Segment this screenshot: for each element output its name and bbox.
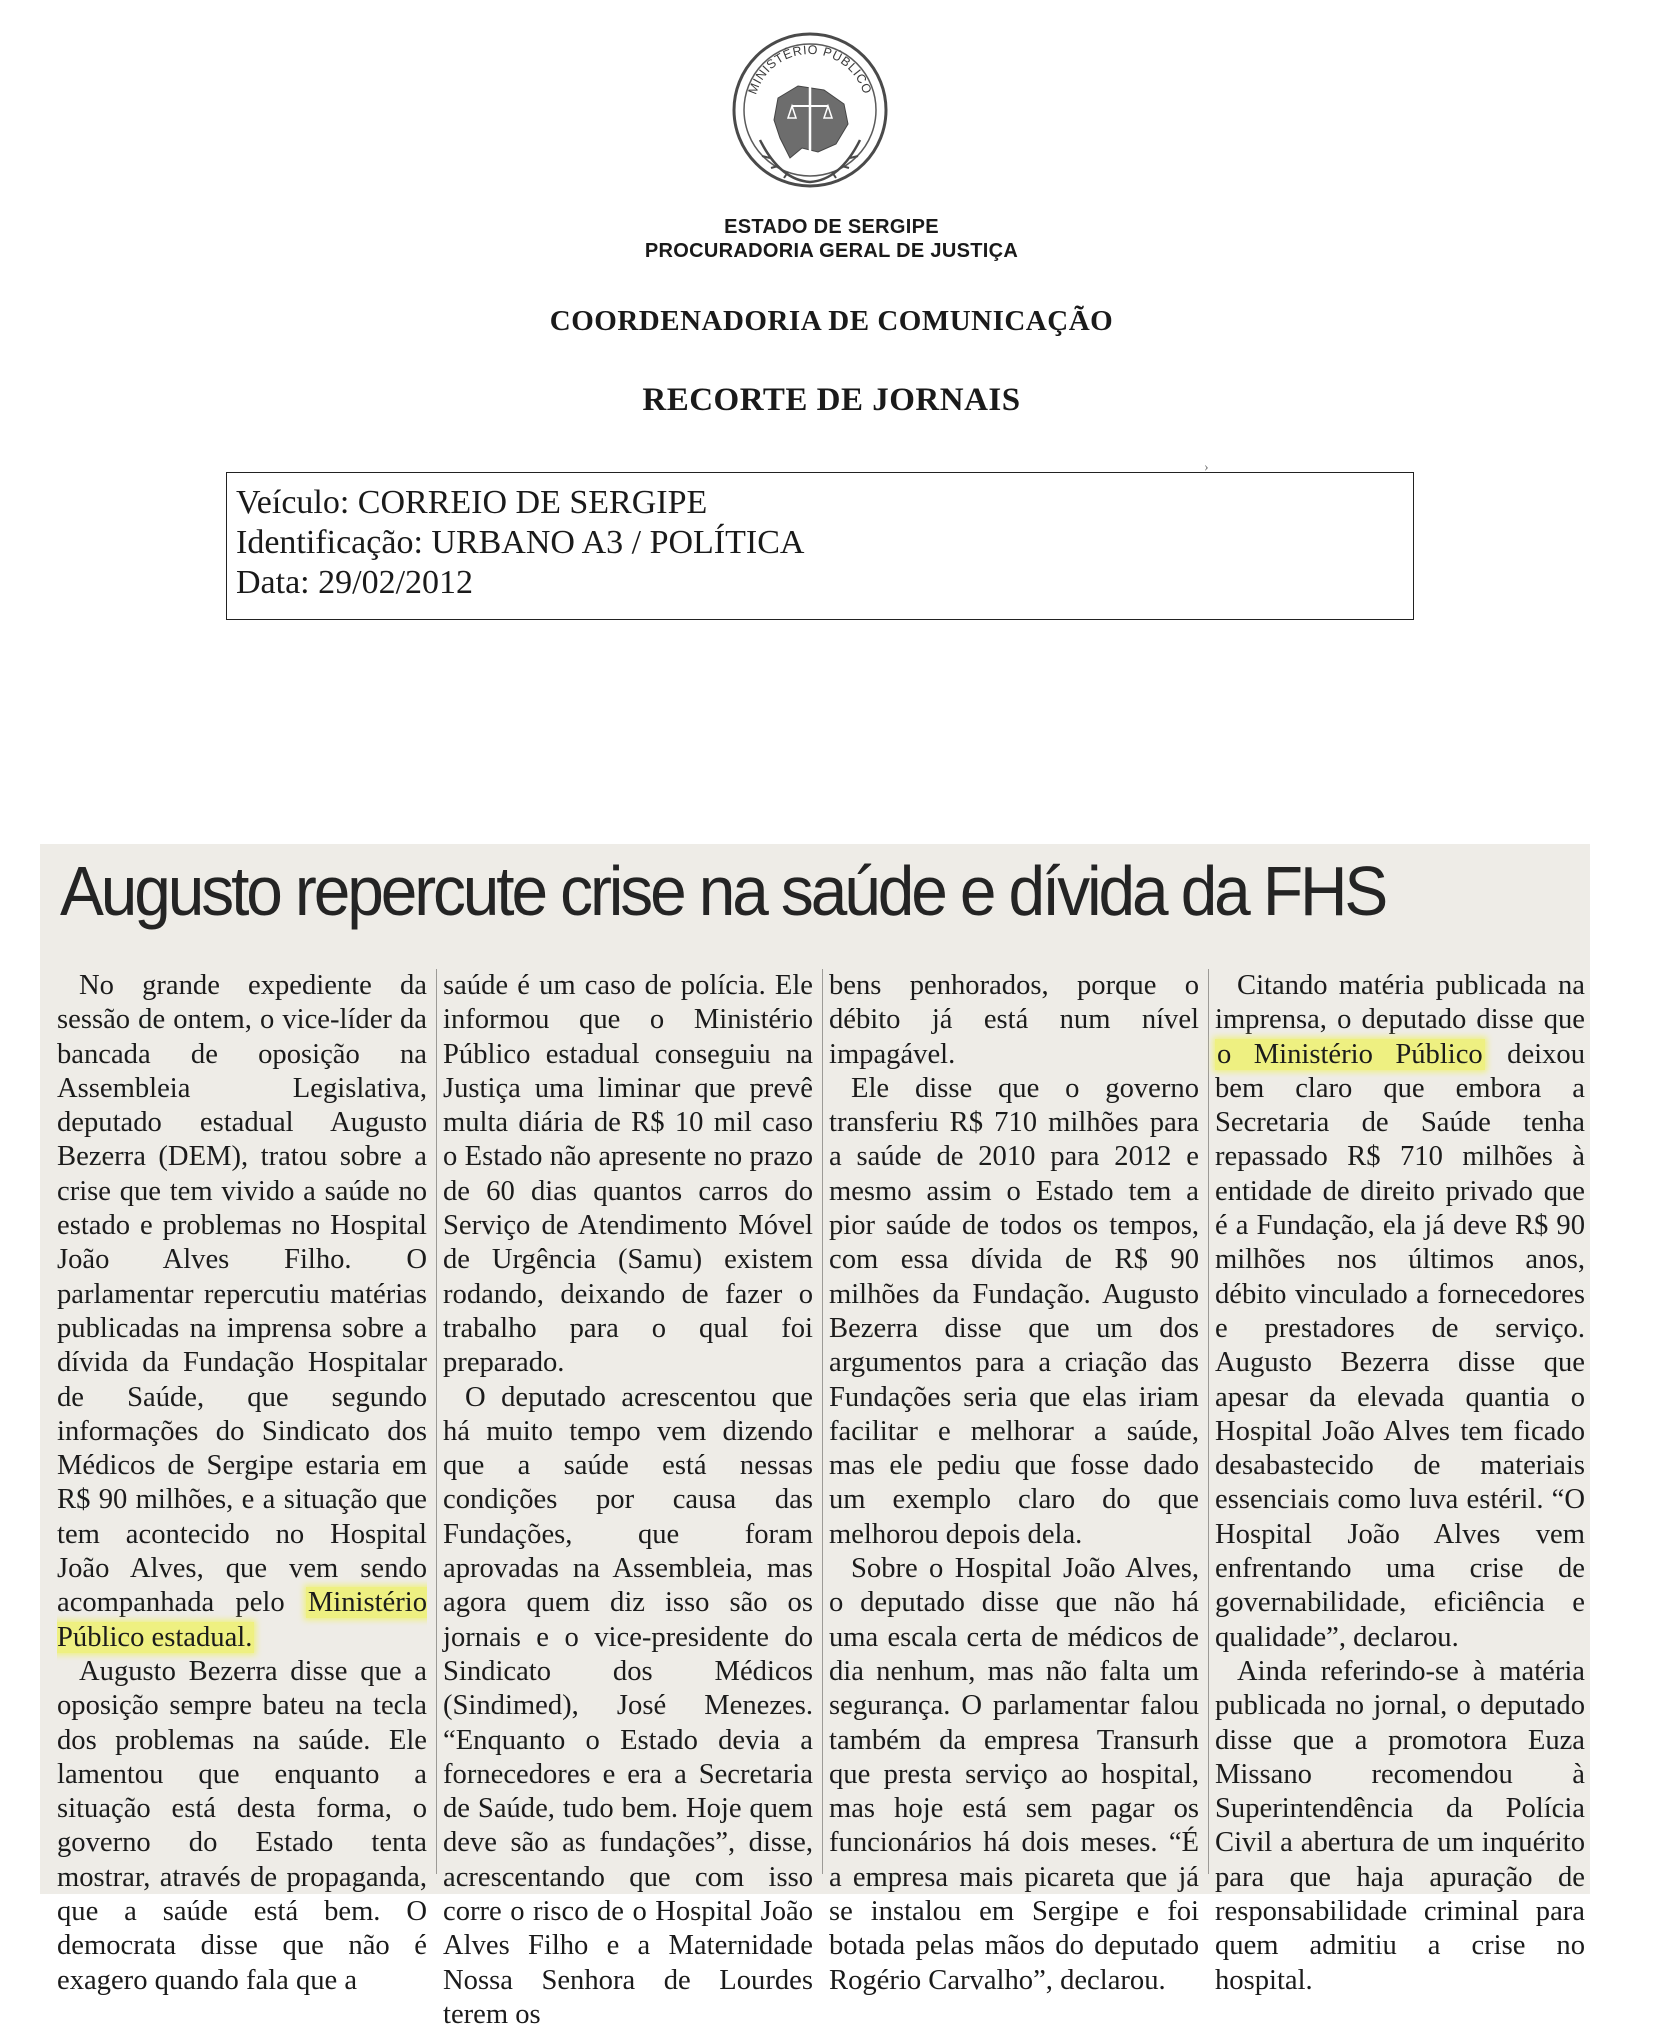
department-name: COORDENADORIA DE COMUNICAÇÃO (549, 305, 1114, 337)
article-column-2 (443, 969, 813, 2032)
paragraph: Sobre o Hospital João Alves, o deputado disse que não há uma escala certa de médicos de dia nenhum, mas não falta um segurança. O parlamentar falou também da empresa Transurh que presta serviço ao hospital, mas hoje está sem pagar os funcionários há dois meses. “É a empresa mais picareta que já se instalou em Sergipe e foi botada pelas mãos do deputado Rogério Carvalho”, declarou. (829, 1553, 1199, 1996)
highlighted-text: Ministério Público estadual. (57, 1587, 427, 1653)
newspaper-clipping (40, 844, 1590, 2030)
paragraph: O deputado acrescentou que há muito tempo vem dizendo que a saúde está nessas condições por causa das Fundações, que foram aprovadas na Assembleia, mas agora quem diz isso são os jornais e o vice-presidente do Sindicato dos Médicos (Sindimed), José Menezes. “Enquanto o Estado devia a fornecedores e era a Secretaria de Saúde, tudo bem. Hoje quem deve são as fundações”, disse, acrescentando que com isso corre o risco de o Hospital João Alves Filho e a Maternidade Nossa Senhora de Lourdes terem os (443, 1381, 813, 2030)
paragraph (57, 969, 427, 1655)
column-rule (436, 969, 437, 1874)
paragraph: bens penhorados, porque o débito já está num nível impagável. (829, 970, 1199, 1070)
ministerio-publico-seal-icon (720, 20, 900, 200)
paragraph: Ainda referindo-se à matéria publicada no jornal, o deputado disse que a promotora Euza Missano recomendou à Superintendência da Polícia Civil a abertura de um inquérito para que haja apuração de responsabilidade criminal para quem admitiu a crise no hospital. (1215, 1655, 1585, 1996)
column-rule (822, 969, 823, 1874)
paragraph-text: deixou bem claro que embora a Secretaria de Saúde tenha repassado R$ 710 milhões à entidade de direito privado que é a Fundação, ela já deve R$ 90 milhões nos últimos anos, débito vinculado a fornecedores e prestadores de serviço. Augusto Bezerra disse que apesar da elevada quantia o Hospital João Alves tem ficado desabastecido de materiais essenciais como luva estéril. “O Hospital João Alves vem enfrentando uma crise de governabilidade, eficiência e qualidade”, declarou. (1215, 1038, 1585, 1653)
article-column-1 (57, 969, 427, 1998)
scan-mark: › (1204, 460, 1209, 475)
paragraph: saúde é um caso de polícia. Ele informou que o Ministério Público estadual conseguiu na Justiça uma liminar que prevê multa diária de R$ 10 mil caso o Estado não apresente no prazo de 60 dias quantos carros do Serviço de Atendimento Móvel de Urgência (Samu) existem rodando, deixando de fazer o trabalho para o qual foi preparado. (443, 970, 813, 1379)
paragraph-text: No grande expediente da sessão de ontem, o vice-líder da bancada de oposição na Assembleia Legislativa, deputado estadual Augusto Bezerra (DEM), tratou sobre a crise que tem vivido a saúde no estado e problemas no Hospital João Alves Filho. O parlamentar repercutiu matérias publicadas na imprensa sobre a dívida da Fundação Hospitalar de Saúde, que segundo informações do Sindicato dos Médicos de Sergipe estaria em R$ 90 milhões, e a situação que tem acontecido no Hospital João Alves, que vem sendo acompanhada pelo (57, 970, 427, 1619)
paragraph (1215, 969, 1585, 1655)
article-headline: Augusto repercute crise na saúde e dívida da FHS (60, 852, 1386, 930)
paragraph-text: Citando matéria publicada na imprensa, o deputado disse que (1215, 970, 1585, 1036)
state-name: ESTADO DE SERGIPE (724, 216, 939, 238)
article-column-4 (1215, 969, 1585, 1998)
svg-text:MINISTÉRIO PÚBLICO: MINISTÉRIO PÚBLICO (745, 42, 875, 97)
article-column-3 (829, 969, 1199, 1998)
paragraph: Augusto Bezerra disse que a oposição sempre bateu na tecla dos problemas na saúde. Ele lamentou que enquanto a situação está desta forma, o governo do Estado tenta mostrar, através de propaganda, que a saúde está bem. O democrata disse que não é exagero quando fala que a (57, 1655, 427, 1996)
vehicle-line: Veículo: CORREIO DE SERGIPE (236, 484, 708, 521)
identification-line: Identificação: URBANO A3 / POLÍTICA (236, 524, 805, 561)
column-rule (1208, 969, 1209, 1874)
info-box (226, 472, 1414, 620)
paragraph: Ele disse que o governo transferiu R$ 710 milhões para a saúde de 2010 para 2012 e mesmo assim o Estado tem a pior saúde de todos os tempos, com essa dívida de R$ 90 milhões da Fundação. Augusto Bezerra disse que um dos argumentos para a criação das Fundações seria que elas iriam facilitar e melhorar a saúde, mas ele pediu que fosse dado um exemplo claro do que melhorou depois dela. (829, 1072, 1199, 1550)
document-title: RECORTE DE JORNAIS (642, 382, 1021, 418)
office-name: PROCURADORIA GERAL DE JUSTIÇA (644, 240, 1019, 262)
date-line: Data: 29/02/2012 (236, 564, 474, 601)
highlighted-text: o Ministério Público (1217, 1038, 1483, 1070)
